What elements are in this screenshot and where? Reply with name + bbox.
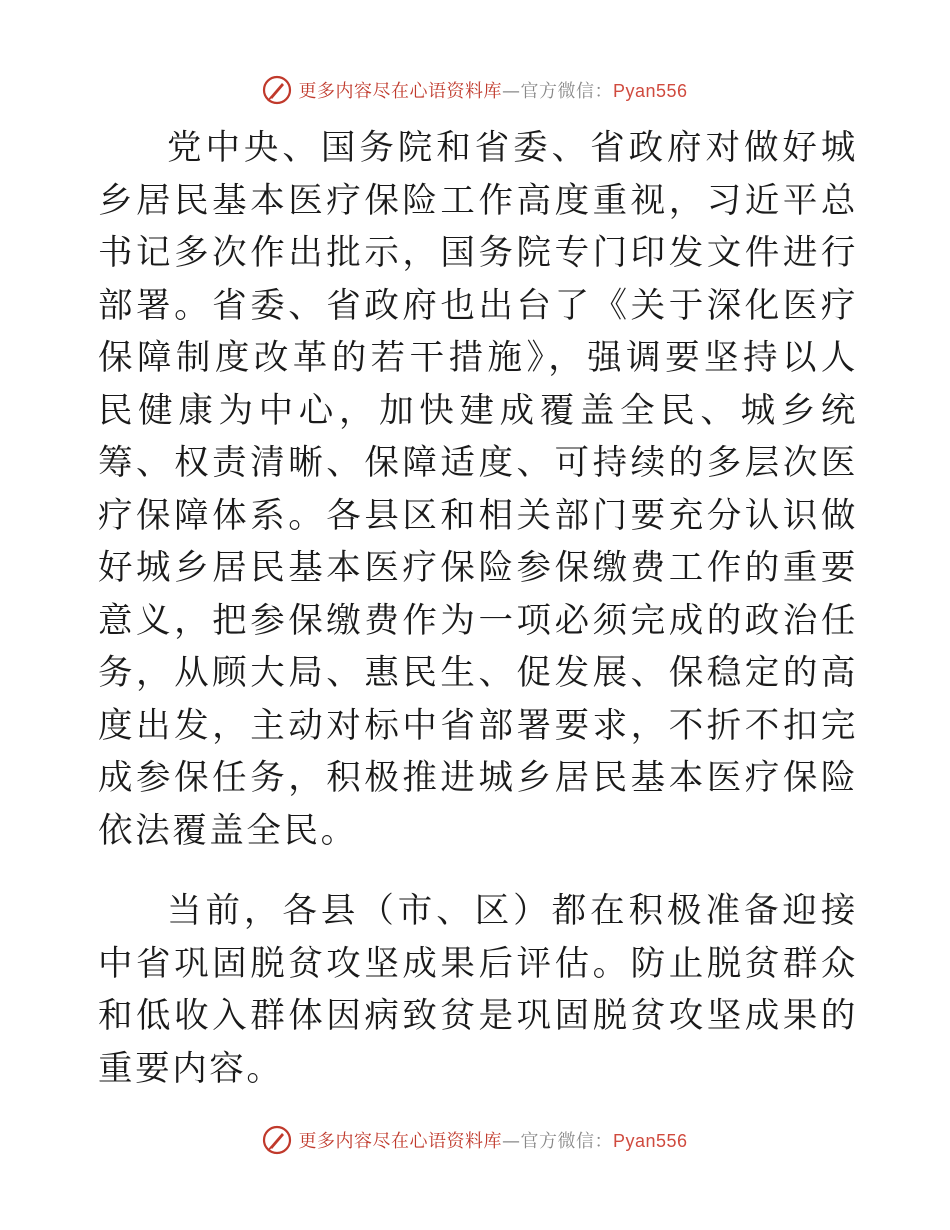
document-body: [98, 122, 858, 1095]
quill-seal-icon: [262, 75, 292, 105]
header-watermark: [0, 70, 950, 110]
footer-watermark: [0, 1120, 950, 1160]
watermark-main-text: 更多内容尽在心语资料库: [298, 1131, 502, 1152]
watermark-wechat-id: Pyan556: [612, 81, 688, 101]
paragraph-2: 当前，各县（市、区）都在积极准备迎接中省巩固脱贫攻坚成果后评估。防止脱贫群众和低收入群体因病致贫是巩固脱贫攻坚成果的重要内容。: [98, 891, 858, 1089]
watermark-main-text: 更多内容尽在心语资料库: [298, 81, 502, 102]
watermark-separator: —: [501, 1131, 521, 1152]
watermark-suffix-text: 官方微信：: [520, 1131, 613, 1152]
watermark-suffix-text: 官方微信：: [520, 81, 613, 102]
watermark-separator: —: [501, 81, 521, 102]
quill-seal-icon: [262, 1125, 292, 1155]
paragraph-1: 党中央、国务院和省委、省政府对做好城乡居民基本医疗保险工作高度重视，习近平总书记多次作出批示，国务院专门印发文件进行部署。省委、省政府也出台了《关于深化医疗保障制度改革的若干措施》，强调要坚持以人民健康为中心，加快建成覆盖全民、城乡统筹、权责清晰、保障适度、可持续的多层次医疗保障体系。各县区和相关部门要充分认识做好城乡居民基本医疗保险参保缴费工作的重要意义，把参保缴费作为一项必须完成的政治任务，从顾大局、惠民生、促发展、保稳定的高度出发，主动对标中省部署要求，不折不扣完成参保任务，积极推进城乡居民基本医疗保险依法覆盖全民。: [98, 128, 858, 851]
watermark-wechat-id: Pyan556: [612, 1131, 688, 1151]
